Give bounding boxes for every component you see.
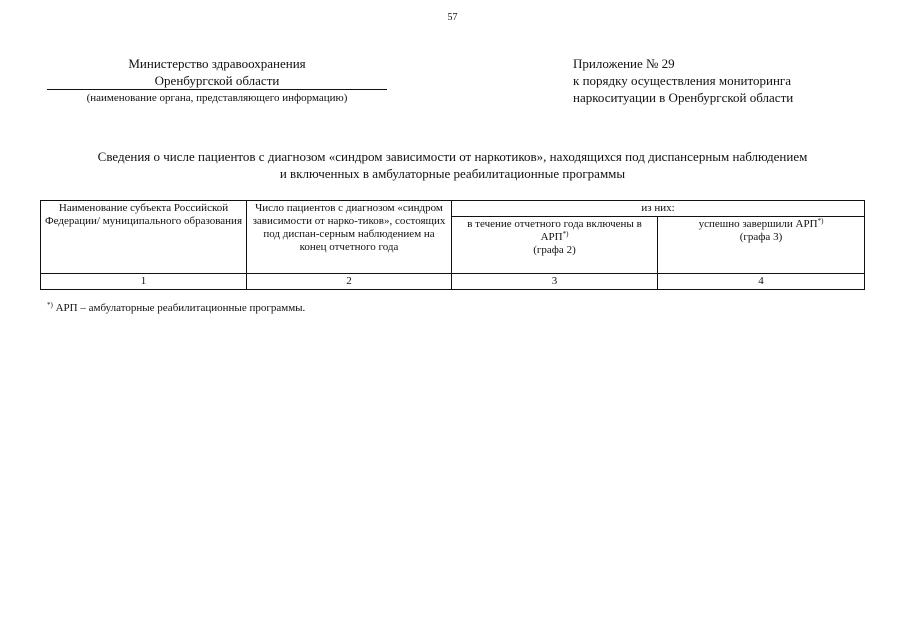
page-number: 57 — [447, 12, 458, 23]
column-number-2: 2 — [247, 274, 452, 290]
appendix-block — [573, 55, 873, 106]
document-title-line2: и включенных в амбулаторные реабилитационные программы — [279, 166, 626, 181]
col3-footnote-marker: *) — [562, 230, 569, 238]
col4-header — [658, 217, 865, 274]
column-number-4: 4 — [658, 274, 865, 290]
document-title-line1: Сведения о числе пациентов с диагнозом «синдром зависимости от наркотиков», находящихся под диспансерным наблюдением — [97, 149, 808, 164]
organization-caption: (наименование органа, представляющего информацию) — [86, 92, 348, 104]
organization-block — [47, 55, 387, 106]
col1-header: Наименование субъекта Российской Федерации/ муниципального образования — [41, 201, 247, 274]
col4-header-text: успешно завершили АРП — [698, 218, 818, 230]
column-number-row — [41, 274, 865, 290]
report-table — [40, 200, 865, 290]
group-header: из них: — [452, 201, 865, 217]
footnote — [47, 302, 305, 314]
col2-header: Число пациентов с диагнозом «синдром зависимости от нарко-тиков», состоящих под диспан-серным наблюдением на конец отчетного года — [247, 201, 452, 274]
footnote-text: АРП – амбулаторные реабилитационные программы. — [52, 302, 306, 314]
organization-name-line1: Министерство здравоохранения — [128, 56, 306, 71]
column-number-1: 1 — [41, 274, 247, 290]
document-title — [20, 148, 885, 182]
col3-header — [452, 217, 658, 274]
footnote-marker: *) — [47, 301, 53, 309]
appendix-number: Приложение № 29 — [573, 56, 675, 71]
appendix-line3: наркоситуации в Оренбургской области — [573, 90, 794, 105]
col3-header-note: (графа 2) — [533, 244, 576, 256]
column-number-3: 3 — [452, 274, 658, 290]
col4-footnote-marker: *) — [817, 217, 824, 225]
col3-header-text: в течение отчетного года включены в АРП — [467, 218, 642, 243]
appendix-line2: к порядку осуществления мониторинга — [573, 73, 792, 88]
col4-header-note: (графа 3) — [739, 231, 783, 243]
table-header-row — [41, 201, 865, 217]
organization-name-line2: Оренбургской области — [47, 72, 387, 90]
